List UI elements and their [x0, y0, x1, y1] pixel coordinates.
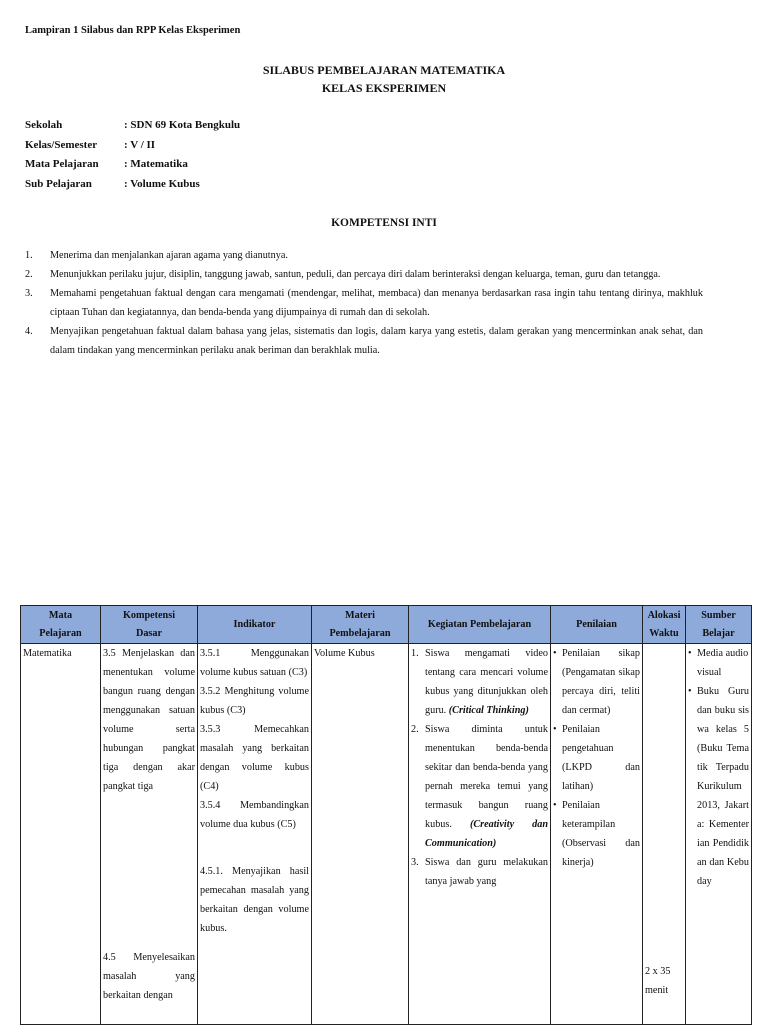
list-item: • Penilaian keterampilan (Observasi dan kinerja)	[553, 800, 640, 868]
info-value: : SDN 69 Kota Bengkulu	[124, 119, 241, 131]
identity-block	[25, 119, 240, 197]
info-label: Sekolah	[25, 119, 63, 131]
list-item	[25, 265, 703, 284]
header-alokasi: Alokasi Waktu	[643, 606, 686, 644]
header-mata-pelajaran: Mata Pelajaran	[21, 606, 101, 644]
info-value: : Volume Kubus	[124, 177, 200, 190]
info-label: Sub Pelajaran	[25, 177, 92, 190]
document-title: SILABUS PEMBELAJARAN MATEMATIKA	[262, 63, 506, 77]
table-header-row	[21, 606, 752, 644]
info-value: : Matematika	[124, 158, 188, 170]
header-kegiatan: Kegiatan Pembelajaran	[409, 606, 551, 644]
alokasi-waktu: 2 x 35 menit	[645, 966, 671, 996]
lampiran-label: Lampiran 1 Silabus dan RPP Kelas Eksperimen	[25, 25, 241, 36]
item-text: Menunjukkan perilaku jujur, disiplin, tanggung jawab, santun, peduli, dan percaya diri dalam berinteraksi dengan keluarga, teman, guru dan tetangga.	[50, 269, 661, 280]
item-text: Menerima dan menjalankan ajaran agama yang dianutnya.	[50, 250, 288, 261]
kd-3-5: 3.5 Menjelaskan dan menentukan volume bangun ruang dengan menggunakan satuan volume serta hubungan pangkat tiga dengan akar pangkat tiga	[103, 648, 195, 792]
kd-4-5: 4.5 Menyelesaikan masalah yang berkaitan dengan	[103, 952, 195, 1001]
header-kompetensi-dasar: Kompetensi Dasar	[101, 606, 198, 644]
list-item: 1. Siswa mengamati video tentang cara mencari volume kubus yang ditunjukkan oleh guru. (Critical Thinking)	[411, 648, 548, 716]
cell-kompetensi-dasar	[101, 644, 198, 1025]
header-indikator: Indikator	[198, 606, 312, 644]
cell-alokasi	[643, 644, 686, 1025]
kompetensi-inti-list	[25, 246, 703, 360]
cell-mata-pelajaran: Matematika	[21, 644, 101, 1025]
header-materi: Materi Pembelajaran	[312, 606, 409, 644]
list-item	[25, 246, 703, 265]
item-number: 2.	[25, 269, 33, 280]
list-item: • Penilaian sikap (Pengamatan sikap percaya diri, teliti dan cermat)	[553, 648, 640, 716]
header-penilaian: Penilaian	[551, 606, 643, 644]
cell-materi: Volume Kubus	[312, 644, 409, 1025]
item-number: 1.	[25, 250, 33, 261]
cell-sumber	[686, 644, 752, 1025]
info-value: : V / II	[124, 138, 156, 151]
table-row	[21, 644, 752, 1025]
info-row-kelas	[25, 139, 240, 159]
list-item: • Buku Guru dan buku siswa kelas 5 (Buku Tematik Terpadu Kurikulum 2013, Jakarta: Kementerian Pendidikan dan Kebuday	[688, 686, 749, 887]
info-row-sub	[25, 178, 240, 198]
indikator-3-5-1: 3.5.1 Menggunakan volume kubus satuan (C3)	[200, 648, 309, 678]
list-item: • Media audiovisual	[688, 648, 749, 678]
info-row-sekolah	[25, 119, 240, 139]
item-number: 3.	[25, 288, 33, 299]
item-text: Memahami pengetahuan faktual dengan cara mengamati (mendengar, melihat, membaca) dan menanya berdasarkan rasa ingin tahu tentang dirinya, makhluk ciptaan Tuhan dan kegiatannya, dan benda-benda yang dijumpainya di rumah dan di sekolah.	[50, 288, 703, 318]
cell-kegiatan	[409, 644, 551, 1025]
info-row-mapel	[25, 158, 240, 178]
item-text: Menyajikan pengetahuan faktual dalam bahasa yang jelas, sistematis dan logis, dalam karya yang estetis, dalam gerakan yang mencerminkan anak sehat, dan dalam tindakan yang mencerminkan perilaku anak beriman dan berakhlak mulia.	[50, 326, 703, 356]
cell-indikator	[198, 644, 312, 1025]
silabus-table	[20, 605, 752, 1025]
list-item: 2. Siswa diminta untuk menentukan benda-benda sekitar dan benda-benda yang pernah mereka temui yang termasuk bangun ruang kubus. (Creativity dan Communication)	[411, 724, 548, 849]
header-sumber: Sumber Belajar	[686, 606, 752, 644]
list-item	[25, 284, 703, 322]
list-item: • Penilaian pengetahuan (LKPD dan latihan)	[553, 724, 640, 792]
list-item: 3. Siswa dan guru melakukan tanya jawab yang	[411, 857, 548, 887]
indikator-3-5-2: 3.5.2 Menghitung volume kubus (C3)	[200, 686, 309, 716]
indikator-3-5-3: 3.5.3 Memecahkan masalah yang berkaitan dengan volume kubus (C4)	[200, 724, 309, 792]
info-label: Mata Pelajaran	[25, 158, 99, 170]
item-number: 4.	[25, 326, 33, 337]
cell-penilaian	[551, 644, 643, 1025]
kompetensi-inti-heading: KOMPETENSI INTI	[331, 217, 437, 229]
list-item	[25, 322, 703, 360]
document-subtitle: KELAS EKSPERIMEN	[321, 81, 447, 95]
indikator-3-5-4: 3.5.4 Membandingkan volume dua kubus (C5)	[200, 800, 309, 830]
info-label: Kelas/Semester	[25, 138, 98, 151]
indikator-4-5-1: 4.5.1. Menyajikan hasil pemecahan masalah yang berkaitan dengan volume kubus.	[200, 866, 309, 934]
